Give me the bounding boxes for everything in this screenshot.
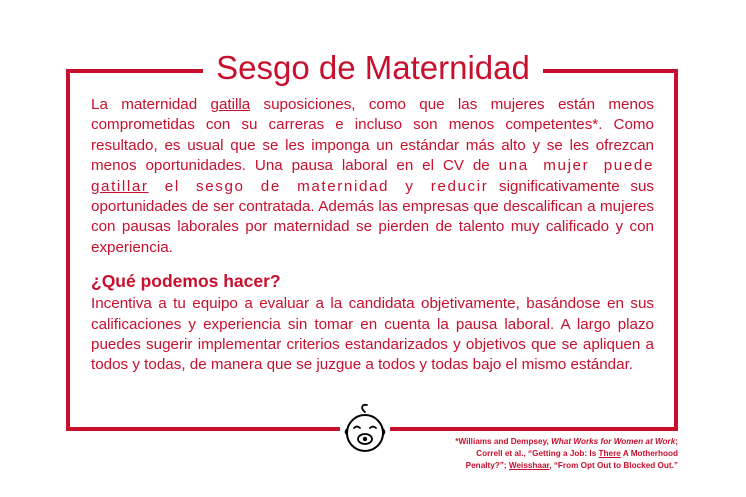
gatillar-link[interactable]: gatillar: [91, 177, 149, 195]
action-paragraph: Incentiva a tu equipo a evaluar a la candidata objetivamente, basándose en sus calificaciones y experiencia sin tomar en cuenta la pausa laboral. A largo plazo puedes sugerir implementar criterios estandarizados y objetivos que se apliquen a todos y todas, de manera que se juzgue a todos y todas bajo el mismo estándar.: [91, 295, 654, 374]
intro-paragraph: [91, 95, 654, 258]
intro-text-4: el sesgo de maternidad y reducir: [148, 177, 489, 195]
body-content: [91, 95, 654, 376]
title-wrap: [0, 48, 746, 88]
intro-text-1: La maternidad: [91, 96, 211, 113]
references: [378, 436, 678, 472]
intro-text-2: suposiciones, como que las mujeres están menos comprometidas con su carreras e incluso son menos competentes*. Como resultado, es usual que se les imponga un estándar más alto y se les ofrezcan menos oportunidades. Una pausa laboral en el CV de: [91, 96, 654, 175]
gatilla-link[interactable]: gatilla: [210, 96, 251, 113]
reference-line: Penalty?”; Weisshaar, “From Opt Out to Blocked Out.”: [465, 461, 678, 470]
reference-line: Correll et al., “Getting a Job: Is There A Motherhood: [476, 449, 678, 458]
intro-text-3: una mujer puede: [498, 157, 654, 175]
page-title: Sesgo de Maternidad: [203, 48, 543, 88]
reference-line: *Williams and Dempsey, What Works for Women at Work;: [455, 437, 678, 446]
section-heading: ¿Qué podemos hacer?: [91, 271, 281, 292]
intro-text-5: significativamente sus oportunidades de ser contratada. Además las empresas que descalifican a mujeres con pausas laborales por maternidad se pierden de talento muy calificado y con experiencia.: [91, 177, 655, 256]
